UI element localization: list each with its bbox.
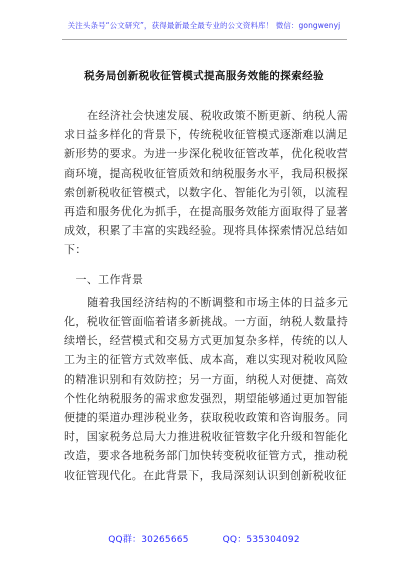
- document-body: [64, 106, 348, 485]
- footer-qq: QQ：535304092: [222, 535, 300, 545]
- footer-contact: [0, 532, 408, 545]
- document-title: 税务局创新税收征管模式提高服务效能的探索经验: [84, 70, 324, 82]
- section-heading: 一、工作背景: [75, 272, 144, 286]
- background-paragraph: 随着我国经济结构的不断调整和市场主体的日益多元化，税收征管面临着诸多新挑战。一方面，纳税人数量持续增长，经营模式和交易方式更加复杂多样，传统的以人工为主的征管方式效率低、成本高，难以实现对税收风险的精准识别和有效防控；另一方面，纳税人对便捷、高效个性化纳税服务的需求愈发强烈，期望能够通过更加智能便捷的渠道办理涉税业务，获取税收政策和咨询服务。同时，国家税务总局大力推进税收征管数字化升级和智能化改造，要求各地税务部门加快转变税收征管方式，推动税收征管现代化。在此背景下，我局深刻认识到创新税收征: [64, 295, 348, 482]
- header-banner: 关注头条号“公文研究”，获得最新最全最专业的公文资料库！ 微信：gongwenyj: [67, 21, 341, 30]
- intro-paragraph: 在经济社会快速发展、税收政策不断更新、纳税人需求日益多样化的背景下，传统税收征管模式逐渐难以满足新形势的要求。为进一步深化税收征管改革，优化税收营商环境，提高税收征管质效和纳税服务水平，我局积极探索创新税收征管模式，以数字化、智能化为引领，以流程再造和服务优化为抓手，在提高服务效能方面取得了显著成效，积累了丰富的实践经验。现将具体探索情况总结如下：: [64, 109, 348, 257]
- header-divider: [62, 39, 347, 40]
- footer-qq-group: QQ群：30265665: [108, 535, 189, 545]
